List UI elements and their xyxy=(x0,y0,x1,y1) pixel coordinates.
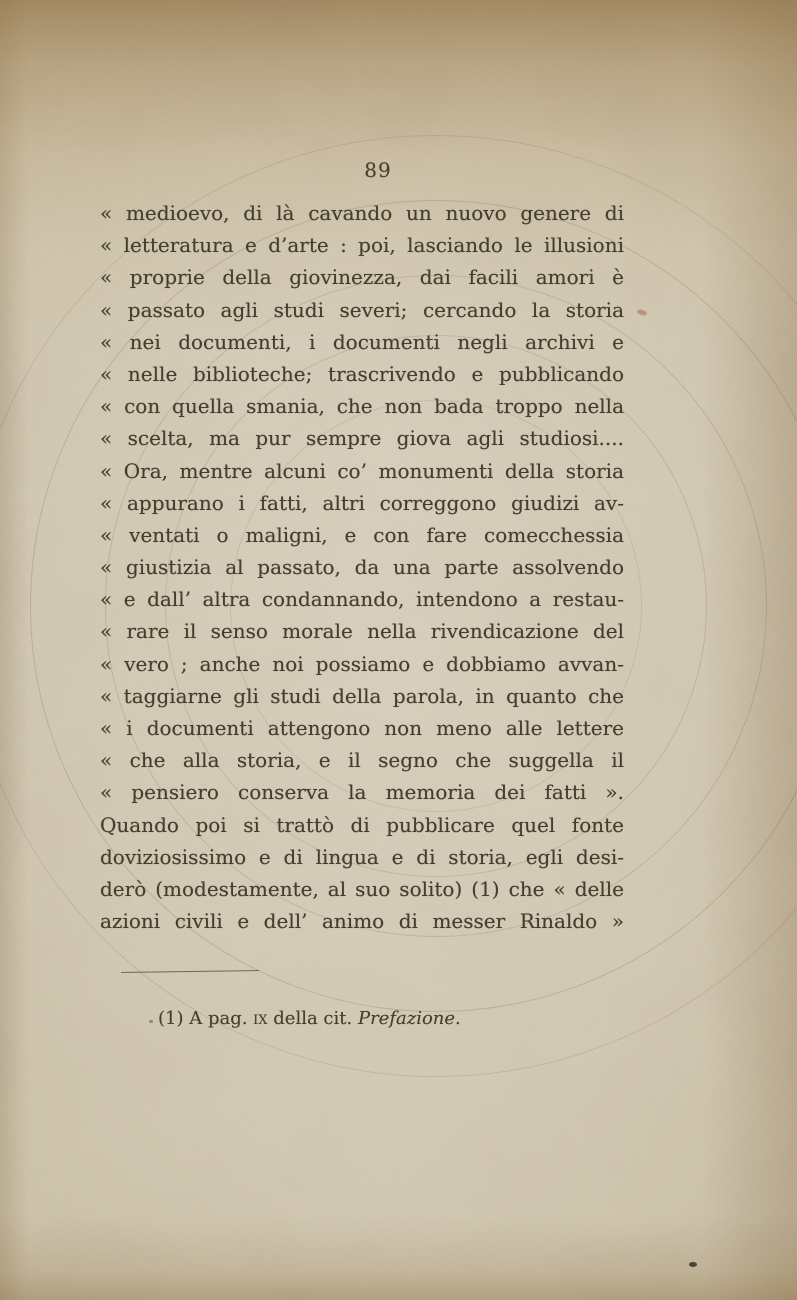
footnote-divider xyxy=(121,970,259,973)
paragraph-line: azioni civili e dell’ animo di messer Rinaldo » xyxy=(100,909,624,934)
quoted-line: « che alla storia, e il segno che suggella il xyxy=(100,748,624,773)
paper-speck xyxy=(636,309,647,317)
quoted-line: « nei documenti, i documenti negli archivi e xyxy=(100,329,624,354)
footnote-cited-title: Prefazione. xyxy=(357,1008,461,1029)
quoted-line: « scelta, ma pur sempre giova agli studiosi.... xyxy=(100,426,624,451)
quoted-line: « taggiarne gli studi della parola, in quanto che xyxy=(100,683,624,708)
footnote-text: della cit. xyxy=(267,1008,358,1029)
quoted-line: « appurano i fatti, altri correggono giudizi av- xyxy=(100,490,624,515)
quoted-line: « e dall’ altra condannando, intendono a restau- xyxy=(100,587,624,612)
quoted-line: « nelle biblioteche; trascrivendo e pubblicando xyxy=(100,361,624,386)
body-text xyxy=(100,197,624,937)
page-number: 89 xyxy=(364,158,392,182)
paper-speck xyxy=(149,1020,153,1023)
quoted-line: « Ora, mentre alcuni co’ monumenti della storia xyxy=(100,458,624,483)
quoted-line: « giustizia al passato, da una parte assolvendo xyxy=(100,555,624,580)
quoted-line: « rare il senso morale nella rivendicazione del xyxy=(100,619,624,644)
footnote-text: A pag. xyxy=(183,1008,254,1029)
footnote-roman-page: ix xyxy=(253,1008,268,1029)
paragraph-line: Quando poi si trattò di pubblicare quel fonte xyxy=(100,812,624,837)
quoted-line: « ventati o maligni, e con fare comecchessia xyxy=(100,522,624,547)
paragraph-line: derò (modestamente, al suo solito) (1) che « delle xyxy=(100,876,624,901)
quoted-line: « letteratura e d’arte : poi, lasciando le illusioni xyxy=(100,233,624,258)
footnote xyxy=(158,1008,638,1029)
quoted-line: « passato agli studi severi; cercando la storia xyxy=(100,297,624,322)
paragraph-line: doviziosissimo e di lingua e di storia, egli desi- xyxy=(100,844,624,869)
quoted-line: « medioevo, di là cavando un nuovo genere di xyxy=(100,201,624,225)
quoted-line: « pensiero conserva la memoria dei fatti ». xyxy=(100,780,624,805)
footnote-marker: (1) xyxy=(158,1008,184,1029)
quoted-line: « i documenti attengono non meno alle lettere xyxy=(100,716,624,740)
quoted-line: « vero ; anche noi possiamo e dobbiamo avvan- xyxy=(100,651,624,676)
quoted-line: « con quella smania, che non bada troppo nella xyxy=(100,394,624,419)
paper-speck xyxy=(689,1262,697,1267)
quoted-line: « proprie della giovinezza, dai facili amori è xyxy=(100,265,624,290)
